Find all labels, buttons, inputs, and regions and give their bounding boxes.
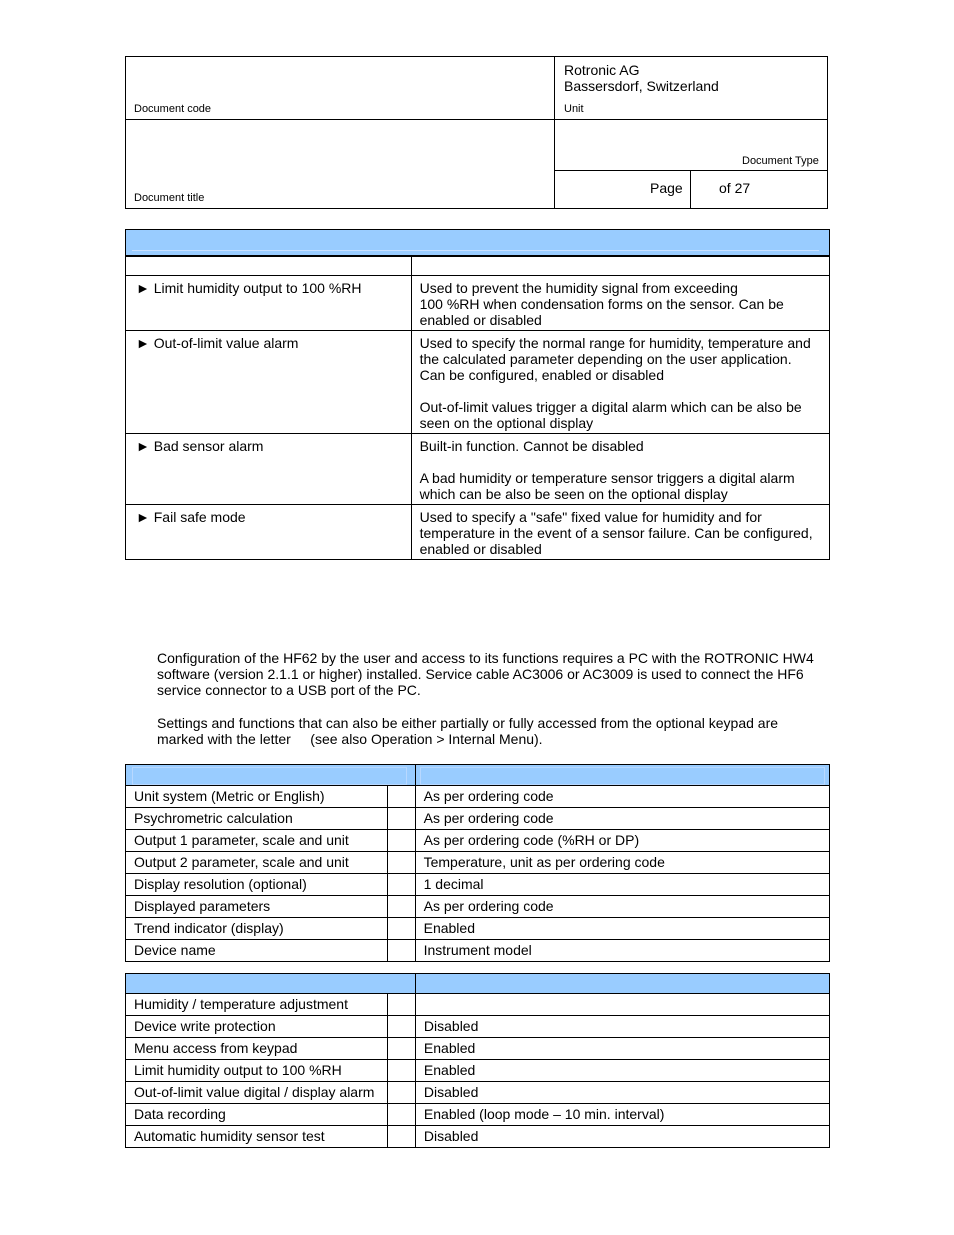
setting-name: Data recording — [126, 1104, 388, 1126]
keypad-mark-cell — [387, 808, 415, 830]
feature-description: Built-in function. Cannot be disabled A bad humidity or temperature sensor triggers a digital alarm which can be also be seen on the optional display — [411, 434, 829, 505]
keypad-mark-cell — [387, 1060, 415, 1082]
setting-value — [415, 994, 829, 1016]
table-row — [126, 940, 830, 962]
setting-value: Enabled (loop mode – 10 min. interval) — [415, 1104, 829, 1126]
setting-name: Unit system (Metric or English) — [126, 786, 388, 808]
setting-name: Device name — [126, 940, 388, 962]
setting-value: Enabled — [415, 918, 829, 940]
table-row — [126, 1038, 830, 1060]
setting-name: Out-of-limit value digital / display alarm — [126, 1082, 388, 1104]
document-type-label: Document Type — [742, 155, 819, 167]
features-table — [125, 256, 830, 560]
header-horizontal-divider — [125, 119, 828, 120]
table-row — [126, 918, 830, 940]
table-row — [126, 786, 830, 808]
setting-value: Temperature, unit as per ordering code — [415, 852, 829, 874]
company-name: Rotronic AG — [564, 62, 640, 78]
setting-name: Display resolution (optional) — [126, 874, 388, 896]
features-header-cell — [126, 257, 412, 276]
header-page-divider — [554, 170, 828, 171]
title-bar-inner-line — [132, 250, 819, 251]
keypad-mark-cell — [387, 830, 415, 852]
setting-value: As per ordering code (%RH or DP) — [415, 830, 829, 852]
setting-name: Output 2 parameter, scale and unit — [126, 852, 388, 874]
table-row — [126, 1104, 830, 1126]
settings-header-cell — [415, 974, 829, 994]
setting-name: Humidity / temperature adjustment — [126, 994, 388, 1016]
keypad-mark-cell — [387, 1126, 415, 1148]
page-total: of 27 — [719, 180, 751, 196]
header-cell-inner — [132, 767, 407, 785]
table-row — [126, 1060, 830, 1082]
feature-name: ► Fail safe mode — [126, 505, 412, 560]
keypad-mark-cell — [387, 1104, 415, 1126]
setting-value: 1 decimal — [415, 874, 829, 896]
document-title-label: Document title — [134, 192, 205, 204]
feature-description: Used to prevent the humidity signal from exceeding 100 %RH when condensation forms on the sensor. Can be enabled or disabled — [411, 276, 829, 331]
feature-name: ► Bad sensor alarm — [126, 434, 412, 505]
keypad-mark-cell — [387, 874, 415, 896]
setting-value: As per ordering code — [415, 896, 829, 918]
table-row — [126, 1082, 830, 1104]
setting-value: Disabled — [415, 1126, 829, 1148]
config-paragraph: Configuration of the HF62 by the user and access to its functions requires a PC with the ROTRONIC HW4 software (version 2.1.1 or higher) installed. Service cable AC3006 or AC3009 is used to connect the HF6 service connector to a USB port of the PC. — [157, 650, 814, 698]
setting-value: Disabled — [415, 1082, 829, 1104]
keypad-paragraph: Settings and functions that can also be either partially or fully accessed from the optional keypad are marked with the letter (see also Operation > Internal Menu). — [157, 715, 782, 747]
keypad-mark-cell — [387, 1038, 415, 1060]
setting-name: Automatic humidity sensor test — [126, 1126, 388, 1148]
setting-value: Disabled — [415, 1016, 829, 1038]
settings-header-cell — [415, 765, 829, 786]
keypad-mark-cell — [387, 940, 415, 962]
header-page-separator — [690, 170, 691, 209]
table-row — [126, 1126, 830, 1148]
table-row — [126, 1016, 830, 1038]
table-row — [126, 808, 830, 830]
table-row — [126, 830, 830, 852]
settings-header-row — [126, 765, 830, 786]
setting-value: Enabled — [415, 1038, 829, 1060]
keypad-mark-cell — [387, 786, 415, 808]
table-row — [126, 276, 830, 331]
setting-name: Displayed parameters — [126, 896, 388, 918]
keypad-mark-cell — [387, 1016, 415, 1038]
settings-header-cell — [126, 974, 416, 994]
setting-name: Menu access from keypad — [126, 1038, 388, 1060]
settings-header-row — [126, 974, 830, 994]
keypad-mark-cell — [387, 1082, 415, 1104]
table-row — [126, 896, 830, 918]
features-table-title-bar — [125, 229, 830, 256]
table-row — [126, 331, 830, 434]
keypad-mark-cell — [387, 852, 415, 874]
settings-table-2 — [125, 973, 830, 1148]
keypad-mark-cell — [387, 918, 415, 940]
company-location: Bassersdorf, Switzerland — [564, 78, 719, 94]
feature-description: Used to specify the normal range for humidity, temperature and the calculated parameter depending on the user application. Can be configured, enabled or disabled Out-of-limit values trigger a digital alarm which can be also be seen on the optional display — [411, 331, 829, 434]
table-row — [126, 852, 830, 874]
table-row — [126, 505, 830, 560]
setting-name: Limit humidity output to 100 %RH — [126, 1060, 388, 1082]
keypad-mark-cell — [387, 896, 415, 918]
table-row — [126, 874, 830, 896]
page-label: Page — [650, 180, 683, 196]
features-table-header-row — [126, 257, 830, 276]
document-code-label: Document code — [134, 103, 212, 115]
setting-value: Enabled — [415, 1060, 829, 1082]
setting-value: As per ordering code — [415, 786, 829, 808]
setting-value: Instrument model — [415, 940, 829, 962]
setting-name: Output 1 parameter, scale and unit — [126, 830, 388, 852]
setting-name: Psychrometric calculation — [126, 808, 388, 830]
table-row — [126, 434, 830, 505]
settings-table-1 — [125, 764, 830, 962]
feature-name: ► Limit humidity output to 100 %RH — [126, 276, 412, 331]
features-header-cell — [411, 257, 829, 276]
feature-name: ► Out-of-limit value alarm — [126, 331, 412, 434]
header-vertical-divider — [554, 56, 555, 209]
feature-description: Used to specify a "safe" fixed value for humidity and for temperature in the event of a sensor failure. Can be configured, enabled or disabled — [411, 505, 829, 560]
settings-header-cell — [126, 765, 416, 786]
setting-name: Trend indicator (display) — [126, 918, 388, 940]
unit-label: Unit — [564, 103, 584, 115]
keypad-mark-cell — [387, 994, 415, 1016]
setting-name: Device write protection — [126, 1016, 388, 1038]
table-row — [126, 994, 830, 1016]
header-cell-inner — [420, 767, 825, 785]
setting-value: As per ordering code — [415, 808, 829, 830]
